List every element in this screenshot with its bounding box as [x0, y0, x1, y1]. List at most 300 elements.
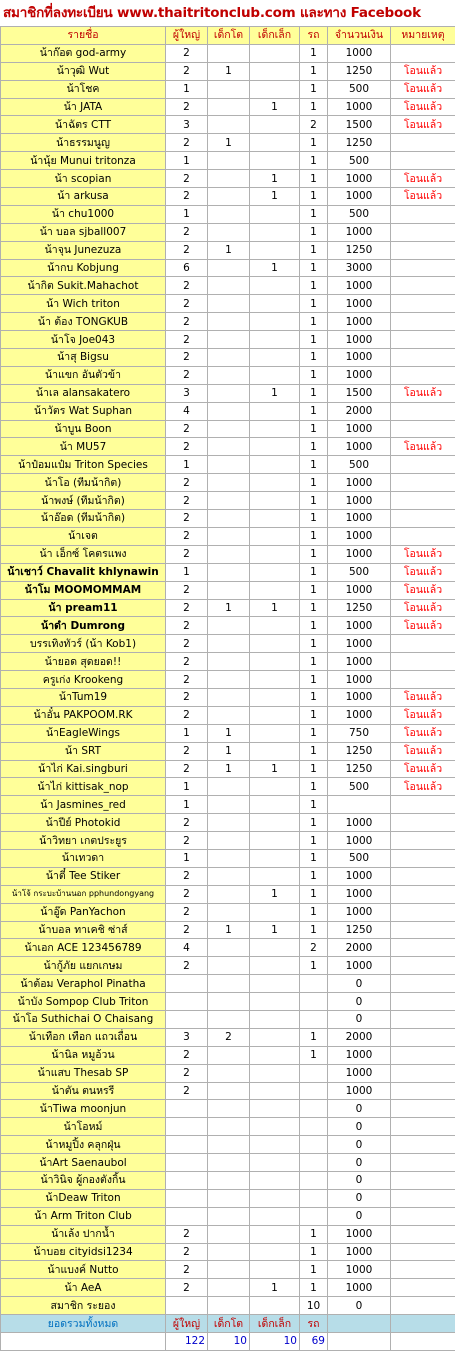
adult-count: 2 — [166, 527, 208, 545]
car-count — [300, 1154, 328, 1172]
amount: 0 — [328, 1172, 391, 1190]
amount: 0 — [328, 1010, 391, 1028]
member-name: น้าโจ้ กระบะบ้านนอก pphundongyang — [1, 885, 166, 903]
adult-count: 3 — [166, 116, 208, 134]
small-child-count — [250, 116, 300, 134]
car-count: 1 — [300, 742, 328, 760]
note: โอนแล้ว — [391, 563, 455, 581]
car-count: 1 — [300, 814, 328, 832]
amount: 1500 — [328, 384, 391, 402]
table-row — [1, 152, 455, 170]
small-child-count — [250, 581, 300, 599]
table-row — [1, 527, 455, 545]
adult-count: 2 — [166, 62, 208, 80]
small-child-count — [250, 474, 300, 492]
sum-blank — [391, 1333, 455, 1351]
adult-count: 2 — [166, 241, 208, 259]
big-child-count: 1 — [208, 599, 250, 617]
table-row — [1, 188, 455, 206]
header-adult: ผู้ใหญ่ — [166, 27, 208, 45]
sum-big-child: 10 — [208, 1333, 250, 1351]
car-count: 1 — [300, 849, 328, 867]
big-child-count — [208, 957, 250, 975]
sum-blank — [1, 1333, 166, 1351]
small-child-count — [250, 277, 300, 295]
member-name: น้าสุ Bigsu — [1, 349, 166, 367]
member-name: น้าเล้ง ปากน้ำ — [1, 1225, 166, 1243]
table-row — [1, 295, 455, 313]
car-count: 1 — [300, 527, 328, 545]
header-amount: จำนวนเงิน — [328, 27, 391, 45]
small-child-count: 1 — [250, 188, 300, 206]
big-child-count — [208, 903, 250, 921]
note — [391, 957, 455, 975]
adult-count: 2 — [166, 366, 208, 384]
note — [391, 349, 455, 367]
table-row — [1, 1279, 455, 1297]
adult-count: 2 — [166, 438, 208, 456]
small-child-count — [250, 152, 300, 170]
amount: 3000 — [328, 259, 391, 277]
small-child-count — [250, 849, 300, 867]
table-row — [1, 1297, 455, 1315]
note — [391, 402, 455, 420]
member-name: น้ากู้ภัย แยกเกษม — [1, 957, 166, 975]
adult-count: 2 — [166, 420, 208, 438]
member-name: น้าไก่ kittisak_nop — [1, 778, 166, 796]
member-name: น้าบอย cityidsi1234 — [1, 1243, 166, 1261]
note — [391, 366, 455, 384]
adult-count: 2 — [166, 1261, 208, 1279]
adult-count: 2 — [166, 188, 208, 206]
big-child-count — [208, 80, 250, 98]
note — [391, 205, 455, 223]
amount: 1000 — [328, 706, 391, 724]
table-row — [1, 993, 455, 1011]
car-count: 1 — [300, 313, 328, 331]
member-name: น้าบัง Sompop Club Triton — [1, 993, 166, 1011]
note — [391, 903, 455, 921]
note — [391, 975, 455, 993]
big-child-count — [208, 1082, 250, 1100]
small-child-count: 1 — [250, 885, 300, 903]
car-count: 1 — [300, 581, 328, 599]
small-child-count — [250, 903, 300, 921]
car-count: 1 — [300, 98, 328, 116]
member-name: น้าเล alansakatero — [1, 384, 166, 402]
table-row — [1, 456, 455, 474]
adult-count: 2 — [166, 760, 208, 778]
note — [391, 295, 455, 313]
amount: 1000 — [328, 581, 391, 599]
member-name: น้าบูน Boon — [1, 420, 166, 438]
adult-count: 1 — [166, 849, 208, 867]
table-row — [1, 98, 455, 116]
car-count: 1 — [300, 903, 328, 921]
adult-count: 1 — [166, 563, 208, 581]
adult-count — [166, 1010, 208, 1028]
note — [391, 832, 455, 850]
car-count: 1 — [300, 474, 328, 492]
member-name: น้าพงษ์ (ทีมน้ากิต) — [1, 492, 166, 510]
car-count: 1 — [300, 545, 328, 563]
adult-count: 2 — [166, 1279, 208, 1297]
amount: 1000 — [328, 492, 391, 510]
adult-count: 1 — [166, 152, 208, 170]
car-count: 1 — [300, 80, 328, 98]
note: โอนแล้ว — [391, 62, 455, 80]
car-count: 1 — [300, 510, 328, 528]
car-count: 1 — [300, 44, 328, 62]
table-row — [1, 617, 455, 635]
table-row — [1, 492, 455, 510]
big-child-count — [208, 152, 250, 170]
note — [391, 313, 455, 331]
big-child-count: 1 — [208, 62, 250, 80]
note — [391, 635, 455, 653]
car-count — [300, 1172, 328, 1190]
member-name: น้าธรรมนูญ — [1, 134, 166, 152]
member-name: น้าวุฒิ Wut — [1, 62, 166, 80]
table-row — [1, 366, 455, 384]
member-name: น้าวิทยา เกตประยูร — [1, 832, 166, 850]
table-row — [1, 1136, 455, 1154]
big-child-count — [208, 366, 250, 384]
small-child-count — [250, 814, 300, 832]
member-name: น้าโชค — [1, 80, 166, 98]
big-child-count — [208, 1297, 250, 1315]
member-name: น้าArt Saenaubol — [1, 1154, 166, 1172]
amount: 1000 — [328, 957, 391, 975]
header-big-child: เด็กโต — [208, 27, 250, 45]
small-child-count — [250, 1046, 300, 1064]
note — [391, 492, 455, 510]
small-child-count — [250, 1136, 300, 1154]
note — [391, 885, 455, 903]
small-child-count — [250, 1028, 300, 1046]
member-name: น้าแบงค์ Nutto — [1, 1261, 166, 1279]
table-row — [1, 1243, 455, 1261]
adult-count: 2 — [166, 885, 208, 903]
car-count — [300, 1136, 328, 1154]
note — [391, 1279, 455, 1297]
amount: 1000 — [328, 635, 391, 653]
big-child-count — [208, 259, 250, 277]
member-name: น้า JATA — [1, 98, 166, 116]
car-count — [300, 993, 328, 1011]
member-name: ครูเก่ง Krookeng — [1, 671, 166, 689]
amount: 1000 — [328, 420, 391, 438]
note: โอนแล้ว — [391, 778, 455, 796]
table-row — [1, 1189, 455, 1207]
car-count — [300, 1118, 328, 1136]
small-child-count — [250, 635, 300, 653]
car-count: 2 — [300, 116, 328, 134]
amount: 1000 — [328, 1082, 391, 1100]
adult-count: 2 — [166, 1064, 208, 1082]
table-row — [1, 170, 455, 188]
big-child-count — [208, 1046, 250, 1064]
note — [391, 259, 455, 277]
adult-count: 2 — [166, 814, 208, 832]
table-row — [1, 402, 455, 420]
table-row — [1, 760, 455, 778]
small-child-count: 1 — [250, 98, 300, 116]
amount: 1000 — [328, 832, 391, 850]
adult-count: 6 — [166, 259, 208, 277]
table-row — [1, 921, 455, 939]
big-child-count — [208, 671, 250, 689]
member-name: น้า ต้อง TONGKUB — [1, 313, 166, 331]
note — [391, 1261, 455, 1279]
header-car: รถ — [300, 27, 328, 45]
adult-count: 2 — [166, 867, 208, 885]
adult-count — [166, 1154, 208, 1172]
member-name: น้า scopian — [1, 170, 166, 188]
car-count: 1 — [300, 653, 328, 671]
big-child-count — [208, 617, 250, 635]
note — [391, 277, 455, 295]
big-child-count — [208, 939, 250, 957]
small-child-count: 1 — [250, 170, 300, 188]
member-name: น้าTiwa moonjun — [1, 1100, 166, 1118]
small-child-count — [250, 1297, 300, 1315]
table-row — [1, 545, 455, 563]
amount: 0 — [328, 975, 391, 993]
car-count: 1 — [300, 152, 328, 170]
big-child-count — [208, 492, 250, 510]
sum-adult: 122 — [166, 1333, 208, 1351]
sum-car: 69 — [300, 1333, 328, 1351]
table-row — [1, 116, 455, 134]
big-child-count: 1 — [208, 742, 250, 760]
big-child-count — [208, 1064, 250, 1082]
amount: 1000 — [328, 295, 391, 313]
table-row — [1, 134, 455, 152]
total-header-small-child: เด็กเล็ก — [250, 1315, 300, 1333]
car-count: 1 — [300, 438, 328, 456]
adult-count: 1 — [166, 205, 208, 223]
member-name: น้า Jasmines_red — [1, 796, 166, 814]
adult-count: 2 — [166, 98, 208, 116]
big-child-count — [208, 849, 250, 867]
amount: 1000 — [328, 366, 391, 384]
big-child-count — [208, 1118, 250, 1136]
car-count: 1 — [300, 1028, 328, 1046]
total-header-big-child: เด็กโต — [208, 1315, 250, 1333]
table-row — [1, 832, 455, 850]
member-name: น้าเทือก เทือก แถวเถื่อน — [1, 1028, 166, 1046]
amount: 0 — [328, 1136, 391, 1154]
small-child-count — [250, 438, 300, 456]
note — [391, 1172, 455, 1190]
table-row — [1, 796, 455, 814]
total-header-adult: ผู้ใหญ่ — [166, 1315, 208, 1333]
small-child-count — [250, 1261, 300, 1279]
car-count: 1 — [300, 277, 328, 295]
adult-count: 1 — [166, 456, 208, 474]
big-child-count — [208, 116, 250, 134]
adult-count: 2 — [166, 223, 208, 241]
amount: 0 — [328, 1100, 391, 1118]
car-count: 1 — [300, 134, 328, 152]
small-child-count: 1 — [250, 921, 300, 939]
big-child-count — [208, 1243, 250, 1261]
amount: 0 — [328, 1297, 391, 1315]
member-name: น้าโอ Suthichai O Chaisang — [1, 1010, 166, 1028]
table-row — [1, 849, 455, 867]
car-count: 1 — [300, 420, 328, 438]
note — [391, 921, 455, 939]
adult-count: 2 — [166, 706, 208, 724]
note — [391, 1297, 455, 1315]
member-name: น้าหมูปิ้ง คลุกฝุ่น — [1, 1136, 166, 1154]
amount: 1000 — [328, 313, 391, 331]
note — [391, 241, 455, 259]
car-count — [300, 1189, 328, 1207]
table-row — [1, 939, 455, 957]
table-row — [1, 903, 455, 921]
car-count: 1 — [300, 957, 328, 975]
adult-count: 2 — [166, 1046, 208, 1064]
member-name: น้า arkusa — [1, 188, 166, 206]
car-count: 1 — [300, 188, 328, 206]
small-child-count — [250, 402, 300, 420]
small-child-count — [250, 1207, 300, 1225]
table-row — [1, 62, 455, 80]
big-child-count — [208, 814, 250, 832]
small-child-count — [250, 545, 300, 563]
adult-count: 2 — [166, 653, 208, 671]
car-count: 1 — [300, 456, 328, 474]
member-name: น้าวัตร Wat Suphan — [1, 402, 166, 420]
adult-count: 2 — [166, 635, 208, 653]
adult-count: 4 — [166, 402, 208, 420]
note — [391, 1225, 455, 1243]
note: โอนแล้ว — [391, 438, 455, 456]
member-name: น้า pream11 — [1, 599, 166, 617]
amount: 1500 — [328, 116, 391, 134]
adult-count: 2 — [166, 510, 208, 528]
car-count: 1 — [300, 921, 328, 939]
adult-count: 2 — [166, 742, 208, 760]
note — [391, 1243, 455, 1261]
table-row — [1, 438, 455, 456]
note — [391, 223, 455, 241]
note — [391, 1100, 455, 1118]
amount: 1000 — [328, 867, 391, 885]
car-count — [300, 1100, 328, 1118]
note: โอนแล้ว — [391, 188, 455, 206]
small-child-count — [250, 349, 300, 367]
adult-count: 2 — [166, 1225, 208, 1243]
big-child-count — [208, 1154, 250, 1172]
big-child-count — [208, 384, 250, 402]
table-row — [1, 1064, 455, 1082]
car-count: 1 — [300, 1225, 328, 1243]
big-child-count — [208, 867, 250, 885]
member-name: น้าเอก ACE 123456789 — [1, 939, 166, 957]
amount: 1000 — [328, 671, 391, 689]
note: โอนแล้ว — [391, 581, 455, 599]
big-child-count — [208, 1207, 250, 1225]
big-child-count — [208, 1189, 250, 1207]
adult-count: 2 — [166, 492, 208, 510]
adult-count: 2 — [166, 44, 208, 62]
table-row — [1, 44, 455, 62]
member-name: น้าตัน ตนหรรี — [1, 1082, 166, 1100]
small-child-count — [250, 832, 300, 850]
amount: 1000 — [328, 688, 391, 706]
amount: 2000 — [328, 939, 391, 957]
member-name: น้าต้อม Veraphol Pinatha — [1, 975, 166, 993]
adult-count: 2 — [166, 134, 208, 152]
member-name: น้าวินิจ ผู้กองตังกิ้น — [1, 1172, 166, 1190]
big-child-count: 1 — [208, 760, 250, 778]
car-count: 1 — [300, 384, 328, 402]
car-count: 1 — [300, 1261, 328, 1279]
small-child-count — [250, 80, 300, 98]
member-name: น้าตี๋ Tee Stiker — [1, 867, 166, 885]
table-row — [1, 957, 455, 975]
table-row — [1, 1207, 455, 1225]
amount: 1000 — [328, 1225, 391, 1243]
adult-count: 2 — [166, 671, 208, 689]
adult-count: 2 — [166, 295, 208, 313]
member-name: น้าแสบ Thesab SP — [1, 1064, 166, 1082]
small-child-count — [250, 688, 300, 706]
car-count: 1 — [300, 492, 328, 510]
big-child-count — [208, 975, 250, 993]
member-name: น้าโม MOOMOMMAM — [1, 581, 166, 599]
note — [391, 134, 455, 152]
member-name: น้า บอล sjball007 — [1, 223, 166, 241]
table-row — [1, 80, 455, 98]
amount: 1250 — [328, 921, 391, 939]
big-child-count — [208, 402, 250, 420]
note — [391, 1189, 455, 1207]
member-name: น้าไก่ Kai.singburi — [1, 760, 166, 778]
member-name: น้าป๋อมแป๋ม Triton Species — [1, 456, 166, 474]
adult-count: 2 — [166, 313, 208, 331]
car-count: 1 — [300, 563, 328, 581]
adult-count: 2 — [166, 832, 208, 850]
car-count: 1 — [300, 688, 328, 706]
car-count — [300, 1207, 328, 1225]
total-label: ยอดรวมทั้งหมด — [1, 1315, 166, 1333]
adult-count: 2 — [166, 1243, 208, 1261]
car-count: 1 — [300, 778, 328, 796]
amount: 1250 — [328, 760, 391, 778]
big-child-count — [208, 1010, 250, 1028]
small-child-count — [250, 563, 300, 581]
member-name: น้า MU57 — [1, 438, 166, 456]
big-child-count — [208, 545, 250, 563]
note: โอนแล้ว — [391, 742, 455, 760]
amount: 1000 — [328, 44, 391, 62]
member-name: บรรเทิงทัวร์ (น้า Kob1) — [1, 635, 166, 653]
car-count: 1 — [300, 671, 328, 689]
big-child-count — [208, 1100, 250, 1118]
note — [391, 671, 455, 689]
note — [391, 420, 455, 438]
big-child-count — [208, 796, 250, 814]
header-small-child: เด็กเล็ก — [250, 27, 300, 45]
amount: 1250 — [328, 62, 391, 80]
note: โอนแล้ว — [391, 170, 455, 188]
big-child-count — [208, 635, 250, 653]
car-count: 1 — [300, 599, 328, 617]
